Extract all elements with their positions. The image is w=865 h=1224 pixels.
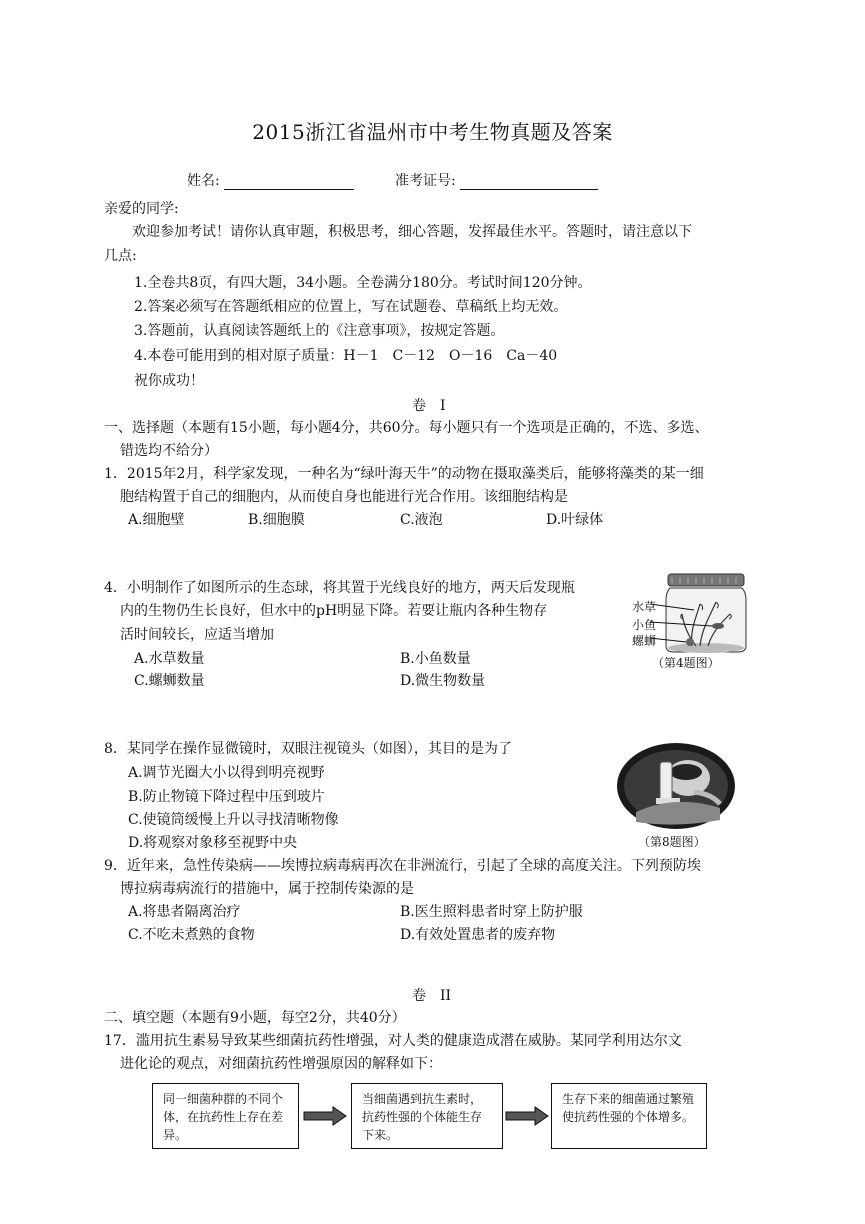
note-3: 3.答题前，认真阅读答题纸上的《注意事项》，按规定答题。	[134, 323, 505, 339]
note-1: 1.全卷共8页，有四大题，34小题。全卷满分180分。考试时间120分钟。	[134, 275, 592, 291]
part2-heading: 卷 II	[412, 988, 452, 1004]
q8-option-a: A.调节光圈大小以得到明亮视野	[128, 765, 325, 781]
name-label: 姓名:	[187, 173, 220, 189]
microscope-photo-drawing	[616, 742, 736, 830]
q1-option-b: B.细胞膜	[248, 512, 305, 528]
flow-box-3: 生存下来的细菌通过繁殖使抗药性强的个体增多。	[551, 1083, 707, 1149]
flow-box-2: 当细菌遇到抗生素时，抗药性强的个体能生存下来。	[351, 1083, 503, 1149]
section1-heading: 一、选择题（本题有15小题，每小题4分，共60分。每小题只有一个选项是正确的，不选、多选、	[104, 420, 709, 436]
q4-stem-3: 活时间较长，应适当增加	[120, 627, 274, 643]
q17-stem-2: 进化论的观点，对细菌抗药性增强原因的解释如下：	[120, 1056, 442, 1072]
q8-option-c: C.使镜筒缓慢上升以寻找清晰物像	[128, 812, 339, 828]
q9-stem-1: 9．近年来，急性传染病——埃博拉病毒病再次在非洲流行，引起了全球的高度关注。下列预防埃	[104, 858, 701, 874]
exam-id-blank	[460, 173, 598, 190]
exam-id-field	[395, 170, 598, 190]
q17-stem-1: 17．滥用抗生素易导致某些细菌抗药性增强，对人类的健康造成潜在威胁。某同学利用达尔文	[104, 1033, 682, 1049]
q9-stem-2: 博拉病毒病流行的措施中，属于控制传染源的是	[120, 881, 414, 897]
section2-heading: 二、填空题（本题有9小题，每空2分，共40分）	[104, 1010, 406, 1026]
name-blank	[224, 173, 354, 190]
label-waterweed: 水草	[632, 600, 657, 614]
q4-stem-2: 内的生物仍生长良好，但水中的pH明显下降。若要让瓶内各种生物存	[120, 603, 548, 619]
q9-option-b: B.医生照料患者时穿上防护服	[400, 904, 583, 920]
q4-stem-1: 4．小明制作了如图所示的生态球，将其置于光线良好的地方，两天后发现瓶	[104, 580, 575, 596]
note-2: 2.答案必须写在答题纸相应的位置上，写在试题卷、草稿纸上均无效。	[134, 299, 568, 315]
q4-option-c: C.螺蛳数量	[134, 673, 205, 689]
part1-heading: 卷 I	[412, 398, 446, 414]
q9-option-d: D.有效处置患者的废弃物	[400, 927, 556, 943]
q4-option-b: B.小鱼数量	[400, 651, 471, 667]
q8-stem-1: 8．某同学在操作显微镜时，双眼注视镜头（如图），其目的是为了	[104, 741, 512, 757]
section1-heading-cont: 错选均不给分）	[120, 443, 218, 459]
intro-line-2: 几点:	[104, 248, 137, 264]
page-title: 2015浙江省温州市中考生物真题及答案	[252, 120, 613, 144]
q1-stem-2: 胞结构置于自己的细胞内，从而使自身也能进行光合作用。该细胞结构是	[120, 489, 568, 505]
q9-option-a: A.将患者隔离治疗	[128, 904, 241, 920]
flow-arrow-1-icon	[303, 1106, 347, 1126]
intro-line-1: 欢迎参加考试！请你认真审题，积极思考，细心答题，发挥最佳水平。答题时，请注意以下	[132, 224, 692, 240]
label-small-fish: 小鱼	[632, 618, 657, 632]
note-4: 4.本卷可能用到的相对原子质量：H－1 C－12 O－16 Ca－40	[134, 348, 558, 364]
wish: 祝你成功！	[134, 373, 204, 389]
q1-stem-1: 1．2015年2月，科学家发现，一种名为“绿叶海天牛”的动物在摄取藻类后，能够将藻类的某一细	[104, 466, 704, 482]
flow-arrow-2-icon	[505, 1106, 549, 1126]
exam-id-label: 准考证号:	[395, 173, 456, 189]
q8-option-d: D.将观察对象移至视野中央	[128, 835, 298, 851]
q1-option-c: C.液泡	[400, 512, 443, 528]
name-field	[187, 170, 354, 190]
q4-option-a: A.水草数量	[134, 651, 205, 667]
label-snail: 螺蛳	[632, 634, 657, 648]
greeting: 亲爱的同学:	[104, 201, 179, 217]
q8-figure-caption: （第8题图）	[638, 835, 706, 849]
q8-option-b: B.防止物镜下降过程中压到玻片	[128, 789, 325, 805]
q4-figure-caption: （第4题图）	[652, 656, 720, 670]
q4-option-d: D.微生物数量	[400, 673, 486, 689]
q9-option-c: C.不吃未煮熟的食物	[128, 927, 255, 943]
q1-option-d: D.叶绿体	[546, 512, 604, 528]
q1-option-a: A.细胞壁	[128, 512, 185, 528]
flow-box-1: 同一细菌种群的不同个体，在抗药性上存在差异。	[152, 1083, 299, 1149]
microscope-photo	[616, 742, 736, 830]
